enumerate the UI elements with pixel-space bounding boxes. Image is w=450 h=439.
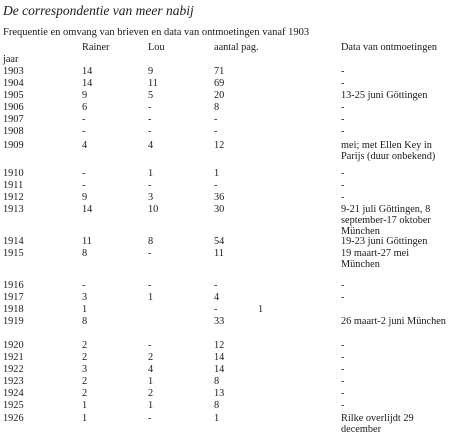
lou-count-cell: 11: [148, 78, 158, 89]
rainer-count-cell: 11: [82, 236, 92, 247]
year-cell: 1908: [3, 126, 24, 137]
meeting-cell: -: [341, 192, 345, 203]
rainer-count-cell: 1: [82, 304, 88, 315]
year-cell: 1922: [3, 364, 24, 375]
year-cell: 1903: [3, 66, 24, 77]
year-cell: 1914: [3, 236, 24, 247]
meeting-cell: -: [341, 352, 345, 363]
year-cell: 1923: [3, 376, 24, 387]
year-cell: 1921: [3, 352, 24, 363]
lou-count-cell: 1: [148, 376, 154, 387]
meeting-cell: -: [341, 114, 345, 125]
pages-cell: -: [214, 280, 218, 291]
lou-count-cell: 9: [148, 66, 154, 77]
rainer-count-cell: 8: [82, 248, 88, 259]
meeting-cell: 19 maart-27 mei München: [341, 248, 410, 270]
lou-count-cell: -: [148, 340, 152, 351]
year-cell: 1909: [3, 140, 24, 151]
rainer-count-cell: 4: [82, 140, 88, 151]
rainer-count-cell: 3: [82, 292, 88, 303]
rainer-count-cell: 14: [82, 78, 93, 89]
year-cell: 1913: [3, 204, 24, 215]
year-cell: 1911: [3, 180, 24, 191]
meeting-cell: -: [341, 78, 345, 89]
lou-count-cell: 4: [148, 140, 154, 151]
meeting-cell: -: [341, 364, 345, 375]
meeting-cell: -: [341, 126, 345, 137]
pages-cell: 4: [214, 292, 220, 303]
pages-cell: 8: [214, 376, 220, 387]
rainer-count-cell: 3: [82, 364, 88, 375]
meeting-cell: -: [341, 168, 345, 179]
lou-count-cell: 1: [148, 292, 154, 303]
pages-cell: 54: [214, 236, 225, 247]
year-cell: 1925: [3, 400, 24, 411]
rainer-count-cell: 9: [82, 192, 88, 203]
year-cell: 1915: [3, 248, 24, 259]
pages-cell: 14: [214, 364, 225, 375]
meeting-cell: -: [341, 66, 345, 77]
meeting-cell: 9-21 juli Göttingen, 8 september-17 oktober München: [341, 204, 431, 237]
pages-cell: -: [214, 114, 218, 125]
pages-cell: -: [214, 126, 218, 137]
lou-count-cell: 4: [148, 364, 154, 375]
lou-count-cell: -: [148, 280, 152, 291]
rainer-count-cell: -: [82, 280, 86, 291]
rainer-count-cell: -: [82, 114, 86, 125]
meeting-cell: -: [341, 400, 345, 411]
lou-count-cell: 10: [148, 204, 159, 215]
lou-count-cell: -: [148, 126, 152, 137]
year-cell: 1920: [3, 340, 24, 351]
pages-cell: 14: [214, 352, 225, 363]
rainer-count-cell: 6: [82, 102, 88, 113]
lou-count-cell: -: [148, 413, 152, 424]
meeting-cell: 26 maart-2 juni München: [341, 316, 446, 327]
rainer-count-cell: -: [82, 126, 86, 137]
pages-cell: 12: [214, 140, 225, 151]
rainer-count-cell: 14: [82, 204, 93, 215]
pages-cell: 33: [214, 316, 225, 327]
year-cell: 1919: [3, 316, 24, 327]
column-header-meetings: Data van ontmoetingen: [341, 42, 438, 53]
year-cell: 1906: [3, 102, 24, 113]
year-cell: 1926: [3, 413, 24, 424]
pages-cell: 11: [214, 248, 224, 259]
column-header-lou: Lou: [148, 42, 165, 53]
rainer-count-cell: 2: [82, 388, 88, 399]
lou-count-cell: -: [148, 114, 152, 125]
meeting-cell: -: [341, 388, 345, 399]
lou-count-cell: 2: [148, 388, 154, 399]
lou-count-cell: 2: [148, 352, 154, 363]
year-cell: 1905: [3, 90, 24, 101]
lou-count-cell: -: [148, 248, 152, 259]
meeting-cell: -: [341, 340, 345, 351]
lou-count-cell: 5: [148, 90, 154, 101]
meeting-cell: Rilke overlijdt 29 december: [341, 413, 414, 435]
meeting-cell: 13-25 juni Göttingen: [341, 90, 428, 101]
rainer-count-cell: 1: [82, 413, 88, 424]
pages-cell: 20: [214, 90, 225, 101]
column-header-rainer: Rainer: [82, 42, 110, 53]
year-cell: 1924: [3, 388, 24, 399]
column-header-pages: aantal pag.: [214, 42, 259, 53]
rainer-count-cell: -: [82, 168, 86, 179]
pages-cell: 30: [214, 204, 225, 215]
year-cell: 1912: [3, 192, 24, 203]
meeting-cell: mei; met Ellen Key in Parijs (duur onbekend): [341, 140, 436, 162]
meeting-cell: -: [341, 180, 345, 191]
column-header-year: jaar: [3, 54, 19, 65]
pages-cell: 12: [214, 340, 225, 351]
lou-count-cell: -: [148, 102, 152, 113]
rainer-count-cell: 9: [82, 90, 88, 101]
pages-cell: 13: [214, 388, 225, 399]
page-title: De correspondentie van meer nabij: [3, 3, 194, 18]
lou-count-cell: -: [148, 180, 152, 191]
pages-cell: -: [214, 304, 218, 315]
year-cell: 1917: [3, 292, 24, 303]
meeting-cell: -: [341, 292, 345, 303]
lou-count-cell: 3: [148, 192, 154, 203]
extra-cell: 1: [258, 304, 264, 315]
rainer-count-cell: -: [82, 180, 86, 191]
rainer-count-cell: 2: [82, 340, 88, 351]
year-cell: 1907: [3, 114, 24, 125]
rainer-count-cell: 2: [82, 376, 88, 387]
pages-cell: -: [214, 180, 218, 191]
pages-cell: 71: [214, 66, 225, 77]
year-cell: 1904: [3, 78, 24, 89]
pages-cell: 8: [214, 102, 220, 113]
meeting-cell: -: [341, 376, 345, 387]
lou-count-cell: 1: [148, 400, 154, 411]
lou-count-cell: 1: [148, 168, 154, 179]
meeting-cell: -: [341, 102, 345, 113]
pages-cell: 69: [214, 78, 225, 89]
pages-cell: 36: [214, 192, 225, 203]
rainer-count-cell: 2: [82, 352, 88, 363]
rainer-count-cell: 1: [82, 400, 88, 411]
year-cell: 1910: [3, 168, 24, 179]
pages-cell: 1: [214, 413, 220, 424]
table-caption: Frequentie en omvang van brieven en data van ontmoetingen vanaf 1903: [3, 27, 310, 38]
meeting-cell: 19-23 juni Göttingen: [341, 236, 428, 247]
rainer-count-cell: 8: [82, 316, 88, 327]
pages-cell: 8: [214, 400, 220, 411]
pages-cell: 1: [214, 168, 220, 179]
year-cell: 1918: [3, 304, 24, 315]
year-cell: 1916: [3, 280, 24, 291]
lou-count-cell: 8: [148, 236, 154, 247]
meeting-cell: -: [341, 280, 345, 291]
rainer-count-cell: 14: [82, 66, 93, 77]
